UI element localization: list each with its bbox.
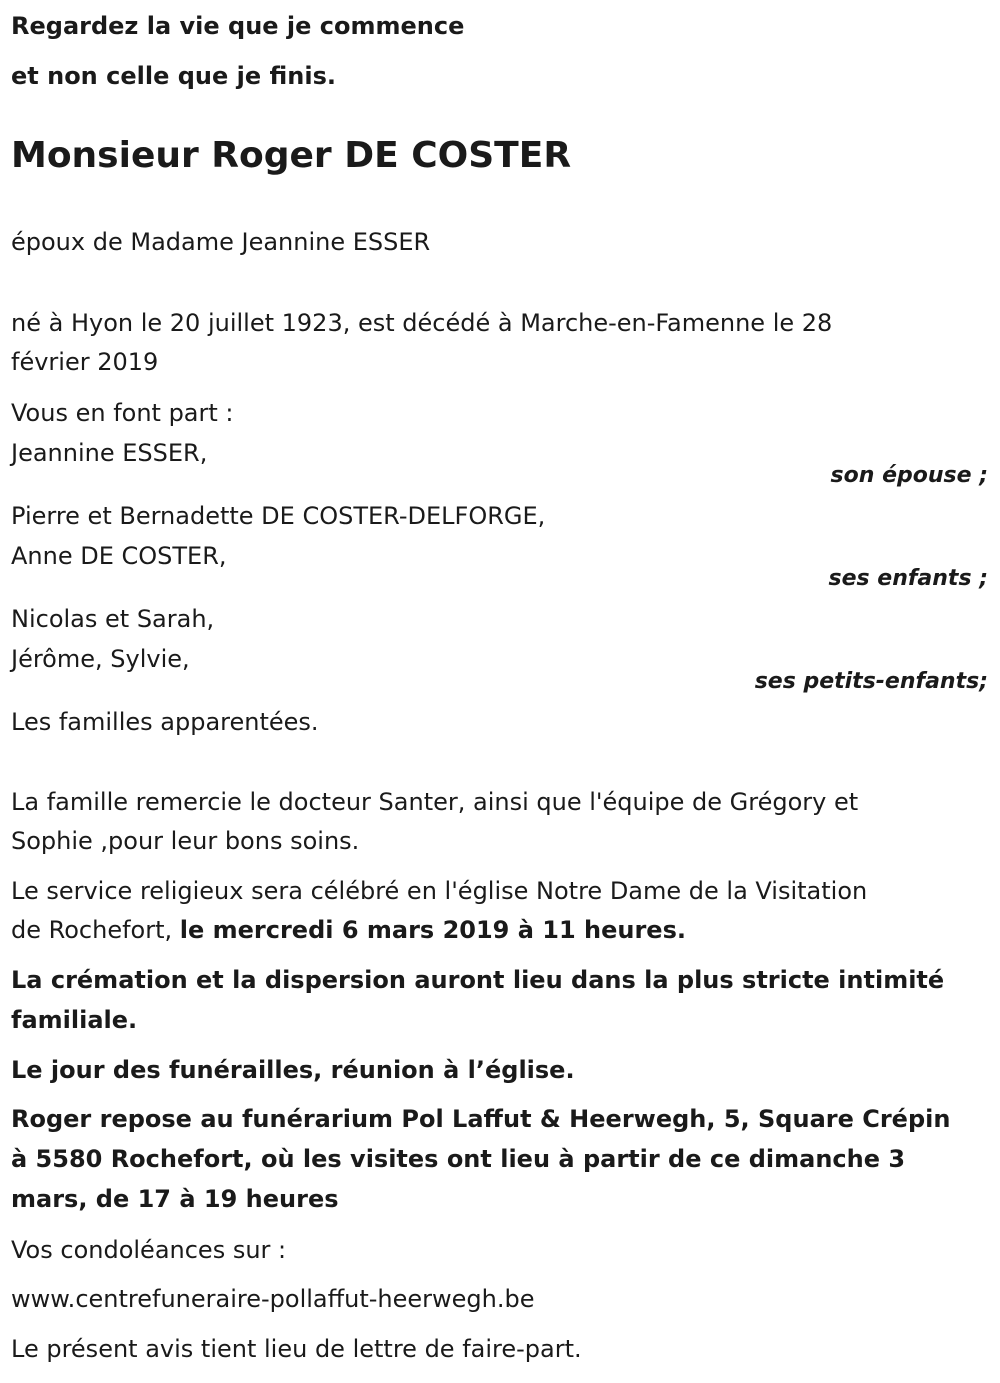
condolences-label: Vos condoléances sur : [11, 1236, 287, 1264]
cremation-line-1: La crémation et la dispersion auront lieu dans la plus stricte intimité [11, 966, 945, 994]
cremation-line-2: familiale. [11, 1006, 138, 1034]
thanks-line-2: Sophie ,pour leur bons soins. [11, 827, 360, 855]
epigraph-line-1: Regardez la vie que je commence [11, 12, 465, 40]
service-place: de Rochefort, [11, 916, 180, 944]
related-families: Les familles apparentées. [11, 708, 319, 736]
birth-death-line-1: né à Hyon le 20 juillet 1923, est décédé à Marche-en-Famenne le 28 [11, 309, 833, 337]
birth-death-line-2: février 2019 [11, 348, 159, 376]
spouse-line: époux de Madame Jeannine ESSER [11, 228, 431, 256]
epigraph-line-2: et non celle que je finis. [11, 62, 336, 90]
family-member: Jeannine ESSER, [11, 439, 208, 467]
visitation-line-3: mars, de 17 à 19 heures [11, 1185, 339, 1213]
service-line-1: Le service religieux sera célébré en l'église Notre Dame de la Visitation [11, 877, 868, 905]
website-link[interactable]: www.centrefuneraire-pollaffut-heerwegh.be [11, 1285, 535, 1313]
deceased-name: Monsieur Roger DE COSTER [11, 135, 572, 176]
announce-intro: Vous en font part : [11, 399, 234, 427]
service-date: le mercredi 6 mars 2019 à 11 heures. [179, 916, 686, 944]
visitation-line-2: à 5580 Rochefort, où les visites ont lieu à partir de ce dimanche 3 [11, 1145, 906, 1173]
visitation-line-1: Roger repose au funérarium Pol Laffut & Heerwegh, 5, Square Crépin [11, 1105, 951, 1133]
family-role-children: ses enfants ; [828, 566, 988, 591]
thanks-line-1: La famille remercie le docteur Santer, ainsi que l'équipe de Grégory et [11, 788, 859, 816]
meeting-line: Le jour des funérailles, réunion à l’église. [11, 1056, 575, 1084]
family-member: Jérôme, Sylvie, [11, 645, 190, 673]
service-line-2 [11, 910, 990, 950]
family-member: Anne DE COSTER, [11, 542, 227, 570]
closing-line: Le présent avis tient lieu de lettre de faire-part. [11, 1335, 582, 1363]
family-member: Nicolas et Sarah, [11, 605, 215, 633]
family-role-grandchildren: ses petits-enfants; [754, 669, 988, 694]
family-member: Pierre et Bernadette DE COSTER-DELFORGE, [11, 502, 546, 530]
family-role-spouse: son épouse ; [830, 463, 988, 488]
